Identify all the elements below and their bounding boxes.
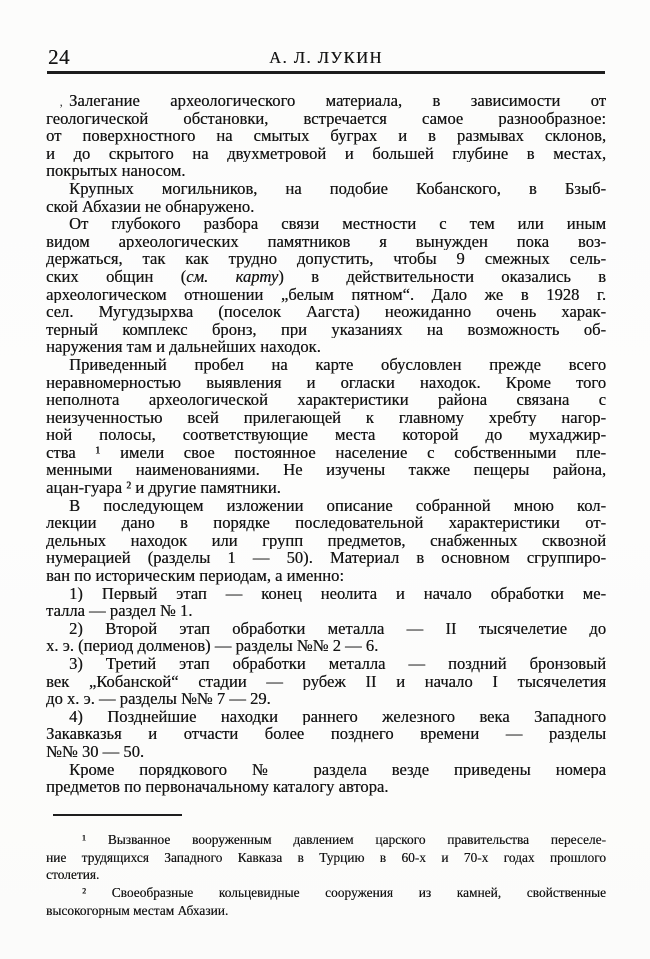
paragraph (46, 708, 606, 761)
text-line: нумерацией (разделы 1 — 50). Материал в основном сгруппиро- (46, 549, 606, 568)
footnote-separator-rule (53, 814, 182, 816)
text-line: видом археологических памятников я вынужден пока воз- (46, 232, 606, 251)
text-line: менными наименованиями. Не изучены также пещеры района, (46, 461, 606, 480)
paragraph (46, 761, 606, 796)
paragraph (46, 92, 606, 180)
text-line: 1) Первый этап — конец неолита и начало обработки ме- (69, 584, 606, 603)
text-line: 2) Второй этап обработки металла — II тысячелетие до (69, 619, 606, 638)
text-line: х. э. (период долменов) — разделы №№ 2 — 6. (46, 637, 379, 655)
text-line: 4) Позднейшие находки раннего железного века Западного (69, 707, 606, 726)
text-line: ской Абхазии не обнаружено. (46, 197, 255, 216)
text-line: лекции дано в порядке последовательной характеристики от- (46, 514, 606, 532)
paragraph (46, 655, 606, 708)
print-artifact-mark: ‚ (59, 94, 64, 109)
text-line: ² Своеобразные кольцевидные сооружения из камней, свойственные (82, 885, 606, 901)
text-line: дельных находок или групп предметов, снабженных сквозной (46, 531, 606, 550)
body-text (46, 92, 606, 796)
text-line: Крупных могильников, на подобие Кобанского, в Бзыб- (69, 179, 606, 198)
text-line: Залегание археологического материала, в зависимости от (69, 92, 606, 110)
footnotes (46, 831, 606, 920)
text-line: сел. Мугудзырхва (поселок Аагста) неожиданно очень харак- (46, 303, 606, 321)
text-line: От глубокого разбора связи местности с тем или иным (69, 215, 606, 233)
text-line: ацан-гуара ² и другие памятники. (46, 479, 281, 497)
text-line: ¹ Вызванное вооруженным давлением царского правительства переселе- (82, 832, 606, 847)
text-line: покрытых наносом. (46, 162, 186, 180)
text-line: Закавказья и отчасти более позднего времени — разделы (46, 725, 606, 743)
text-line: неизученностью всей прилегающей к главному хребту нагор- (46, 408, 606, 427)
footnote (46, 884, 606, 919)
page-number: 24 (48, 45, 70, 69)
footnote (46, 831, 606, 884)
text-line: ной полосы, соответствующие места которой до мухаджир- (46, 426, 606, 444)
text-line: от поверхностного на смытых буграх и в размывах склонов, (46, 127, 606, 145)
text-line: Приведенный пробел на карте обусловлен прежде всего (69, 355, 606, 374)
paragraph (46, 585, 606, 620)
paragraph (46, 215, 606, 356)
text-line: неравномерностью выявления и огласки находок. Кроме того (46, 373, 606, 392)
text-line: век „Кобанской“ стадии — рубеж II и начало I тысячелетия (46, 672, 606, 691)
text-line: держаться, так как трудно допустить, чтобы 9 смежных сель- (46, 250, 606, 268)
text-line: столетия. (46, 867, 100, 883)
text-line: терный комплекс бронз, при указаниях на возможность об- (46, 320, 606, 339)
text-line: предметов по первоначальному каталогу автора. (46, 778, 389, 796)
text-line: археологическом отношении „белым пятном“. Дало же в 1928 г. (46, 285, 606, 304)
paragraph (46, 620, 606, 655)
text-line: наружения там и дальнейших находок. (46, 338, 321, 356)
text-line: ских общин (см. карту) в действительности оказались в (46, 267, 606, 286)
text-line: высокогорным местам Абхазии. (46, 902, 229, 918)
paragraph (46, 356, 606, 497)
paragraph (46, 497, 606, 585)
paragraph (46, 180, 606, 215)
text-line: ние трудящихся Западного Кавказа в Турцию в 60-х и 70-х годах прошлого (46, 849, 606, 865)
running-head: А. Л. ЛУКИН (269, 48, 383, 67)
text-line: Кроме порядкового № раздела везде приведены номера (69, 760, 606, 779)
text-line: ван по историческим периодам, а именно: (46, 567, 344, 585)
text-line: неполнота археологической характеристики района связана с (46, 391, 606, 409)
text-line: и до скрытого на двухметровой и большей глубине в местах, (46, 144, 606, 163)
text-line: до х. э. — разделы №№ 7 — 29. (46, 690, 271, 708)
text-line: геологической обстановки, встречается самое разнообразное: (46, 109, 606, 128)
text-line: 3) Третий этап обработки металла — поздний бронзовый (69, 655, 606, 673)
text-line: №№ 30 — 50. (46, 742, 145, 761)
text-line: талла — раздел № 1. (46, 602, 193, 620)
text-line: В последующем изложении описание собранной мною кол- (69, 496, 606, 515)
page-header (47, 44, 605, 74)
text-line: ства ¹ имели свое постоянное население с собственными пле- (46, 443, 606, 462)
